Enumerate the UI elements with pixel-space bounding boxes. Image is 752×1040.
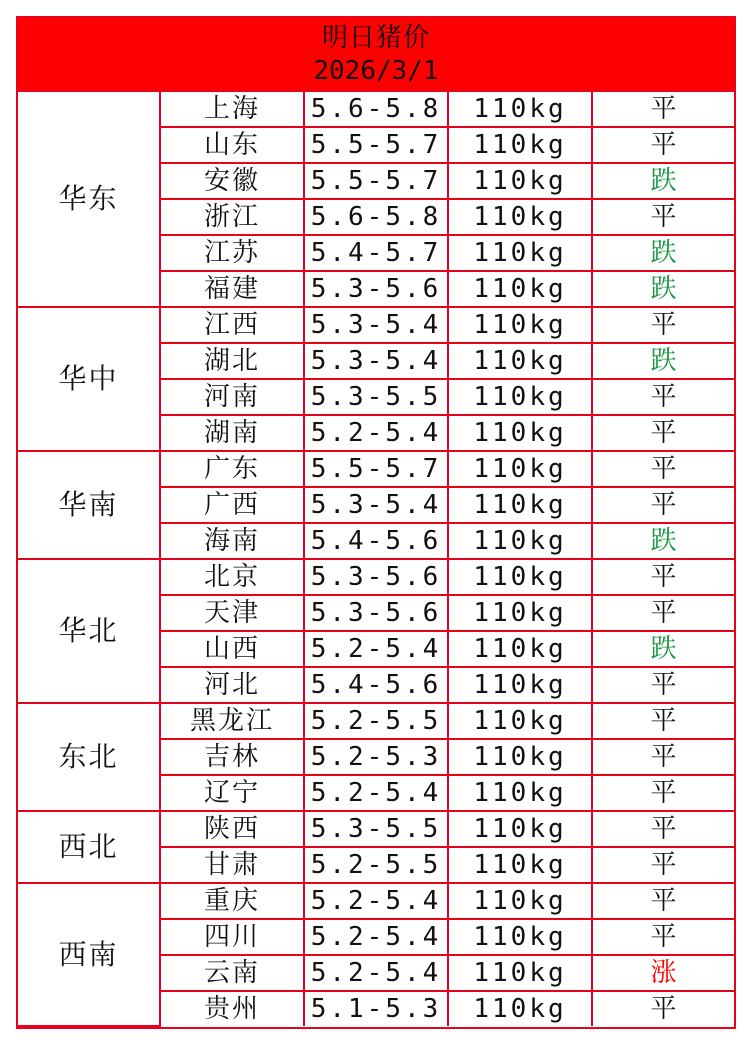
province-cell: 海南 [160,523,304,559]
province-cell: 北京 [160,559,304,595]
price-range-cell: 5.2-5.4 [304,631,448,667]
province-cell: 辽宁 [160,775,304,811]
price-range-cell: 5.2-5.5 [304,847,448,883]
province-cell: 湖南 [160,415,304,451]
weight-cell: 110kg [448,811,592,847]
price-range-cell: 5.4-5.6 [304,667,448,703]
price-range-cell: 5.5-5.7 [304,127,448,163]
trend-status-cell: 平 [592,775,734,811]
trend-status-cell: 平 [592,919,734,955]
province-cell: 上海 [160,92,304,127]
trend-status-cell: 平 [592,127,734,163]
region-cell: 西南 [18,883,160,1026]
province-cell: 安徽 [160,163,304,199]
province-cell: 山东 [160,127,304,163]
weight-cell: 110kg [448,415,592,451]
province-cell: 河北 [160,667,304,703]
trend-status-cell: 平 [592,379,734,415]
province-cell: 吉林 [160,739,304,775]
price-range-cell: 5.5-5.7 [304,451,448,487]
weight-cell: 110kg [448,667,592,703]
weight-cell: 110kg [448,955,592,991]
trend-status-cell: 平 [592,703,734,739]
table-row [18,703,734,739]
province-cell: 广西 [160,487,304,523]
trend-status-cell: 平 [592,811,734,847]
price-range-cell: 5.3-5.6 [304,595,448,631]
price-range-cell: 5.2-5.4 [304,955,448,991]
price-range-cell: 5.1-5.3 [304,991,448,1026]
weight-cell: 110kg [448,199,592,235]
table-row [18,451,734,487]
province-cell: 山西 [160,631,304,667]
trend-status-cell: 平 [592,883,734,919]
price-range-cell: 5.3-5.6 [304,271,448,307]
trend-status-cell: 平 [592,739,734,775]
price-range-cell: 5.2-5.4 [304,883,448,919]
trend-status-cell: 平 [592,487,734,523]
price-range-cell: 5.3-5.5 [304,379,448,415]
trend-status-cell: 平 [592,415,734,451]
province-cell: 四川 [160,919,304,955]
weight-cell: 110kg [448,127,592,163]
price-range-cell: 5.2-5.4 [304,775,448,811]
table-row [18,92,734,127]
weight-cell: 110kg [448,703,592,739]
province-cell: 陕西 [160,811,304,847]
table-row [18,559,734,595]
province-cell: 福建 [160,271,304,307]
trend-status-cell: 平 [592,307,734,343]
weight-cell: 110kg [448,523,592,559]
sheet-title: 明日猪价 [321,23,430,53]
price-sheet [16,16,736,1029]
trend-status-cell: 平 [592,92,734,127]
province-cell: 贵州 [160,991,304,1026]
province-cell: 湖北 [160,343,304,379]
table-row [18,307,734,343]
trend-status-cell: 平 [592,847,734,883]
province-cell: 甘肃 [160,847,304,883]
trend-status-cell: 跌 [592,343,734,379]
trend-status-cell: 跌 [592,235,734,271]
region-cell: 华南 [18,451,160,559]
sheet-header [18,18,734,92]
trend-status-cell: 跌 [592,523,734,559]
price-range-cell: 5.2-5.4 [304,415,448,451]
price-range-cell: 5.3-5.4 [304,307,448,343]
price-range-cell: 5.3-5.4 [304,487,448,523]
trend-status-cell: 跌 [592,631,734,667]
region-cell: 东北 [18,703,160,811]
price-range-cell: 5.4-5.7 [304,235,448,271]
table-row [18,811,734,847]
region-cell: 华北 [18,559,160,703]
weight-cell: 110kg [448,379,592,415]
table-row [18,883,734,919]
price-range-cell: 5.2-5.4 [304,919,448,955]
weight-cell: 110kg [448,595,592,631]
region-cell: 华中 [18,307,160,451]
weight-cell: 110kg [448,559,592,595]
province-cell: 黑龙江 [160,703,304,739]
province-cell: 河南 [160,379,304,415]
weight-cell: 110kg [448,775,592,811]
price-table-body [18,92,734,1026]
province-cell: 浙江 [160,199,304,235]
price-range-cell: 5.5-5.7 [304,163,448,199]
weight-cell: 110kg [448,92,592,127]
trend-status-cell: 跌 [592,163,734,199]
weight-cell: 110kg [448,991,592,1026]
weight-cell: 110kg [448,307,592,343]
price-range-cell: 5.2-5.5 [304,703,448,739]
region-cell: 华东 [18,92,160,307]
price-range-cell: 5.6-5.8 [304,92,448,127]
province-cell: 江西 [160,307,304,343]
weight-cell: 110kg [448,883,592,919]
price-range-cell: 5.3-5.4 [304,343,448,379]
region-cell: 西北 [18,811,160,883]
weight-cell: 110kg [448,487,592,523]
trend-status-cell: 平 [592,199,734,235]
weight-cell: 110kg [448,739,592,775]
price-range-cell: 5.4-5.6 [304,523,448,559]
province-cell: 重庆 [160,883,304,919]
province-cell: 天津 [160,595,304,631]
weight-cell: 110kg [448,163,592,199]
price-table [18,92,734,1027]
trend-status-cell: 平 [592,595,734,631]
weight-cell: 110kg [448,631,592,667]
weight-cell: 110kg [448,235,592,271]
price-range-cell: 5.3-5.5 [304,811,448,847]
weight-cell: 110kg [448,271,592,307]
price-range-cell: 5.2-5.3 [304,739,448,775]
trend-status-cell: 平 [592,991,734,1026]
trend-status-cell: 平 [592,559,734,595]
province-cell: 云南 [160,955,304,991]
trend-status-cell: 涨 [592,955,734,991]
trend-status-cell: 跌 [592,271,734,307]
province-cell: 江苏 [160,235,304,271]
weight-cell: 110kg [448,451,592,487]
price-range-cell: 5.3-5.6 [304,559,448,595]
weight-cell: 110kg [448,343,592,379]
price-range-cell: 5.6-5.8 [304,199,448,235]
weight-cell: 110kg [448,919,592,955]
sheet-date: 2026/3/1 [313,56,439,86]
trend-status-cell: 平 [592,667,734,703]
province-cell: 广东 [160,451,304,487]
trend-status-cell: 平 [592,451,734,487]
weight-cell: 110kg [448,847,592,883]
